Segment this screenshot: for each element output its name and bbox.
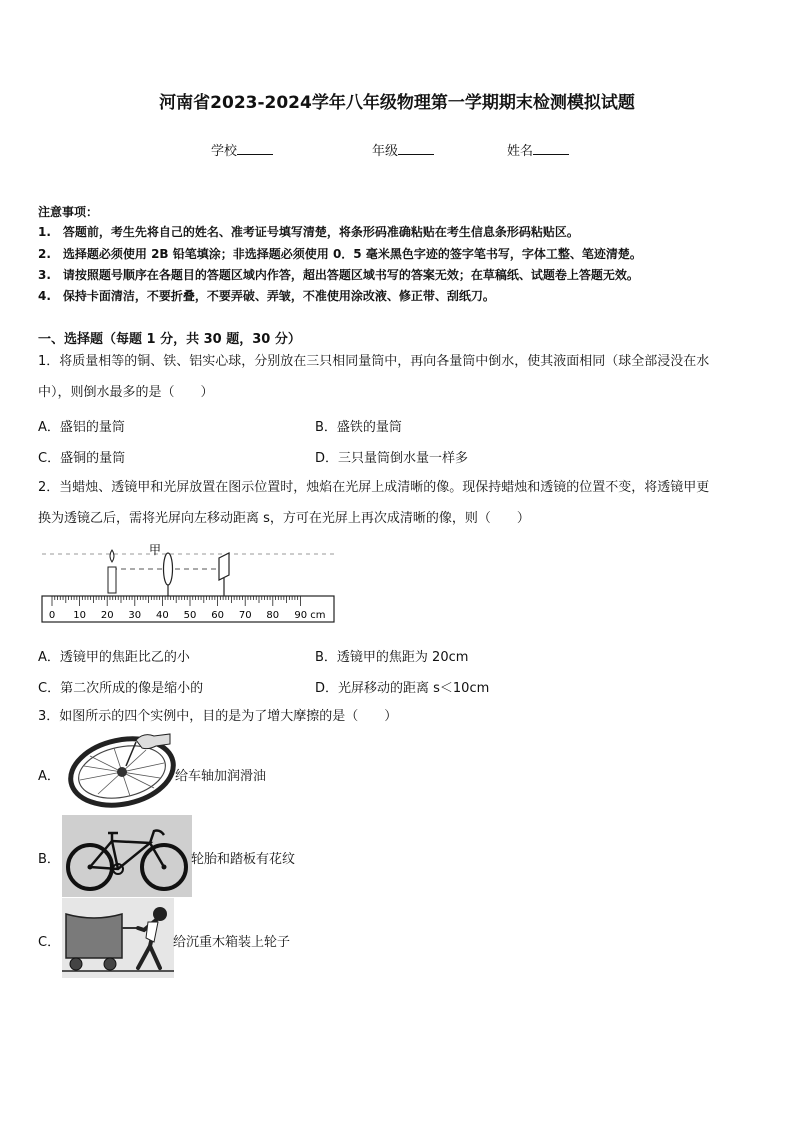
- school-label: 学校: [211, 144, 238, 159]
- q2-option-d[interactable]: D．光屏移动的距离 s＜10cm: [315, 681, 490, 696]
- q2-stem-line2: 换为透镜乙后，需将光屏向左移动距离 s，方可在光屏上再次成清晰的像，则（ ）: [38, 511, 530, 526]
- q1-stem-line2: 中），则倒水最多的是（ ）: [38, 385, 214, 400]
- candle-icon: [108, 550, 116, 593]
- q3-option-a-letter[interactable]: A．: [38, 769, 60, 784]
- name-label: 姓名: [507, 144, 534, 159]
- q3-option-c-caption: 给沉重木箱装上轮子: [173, 935, 291, 950]
- q3-option-b-caption: 轮胎和踏板有花纹: [191, 852, 296, 867]
- screen-icon: [219, 553, 229, 596]
- ruler-tick-label: 20: [100, 610, 114, 621]
- grade-label: 年级: [372, 144, 399, 159]
- notes-heading: 注意事项：: [38, 205, 99, 219]
- q1-option-b[interactable]: B．盛铁的量筒: [315, 420, 402, 435]
- note-item: 4. 保持卡面清洁，不要折叠，不要弄破、弄皱，不准使用涂改液、修正带、刮纸刀。: [38, 289, 495, 303]
- q2-option-b[interactable]: B．透镜甲的焦距为 20cm: [315, 650, 469, 665]
- ruler-tick-label: 60: [211, 610, 224, 621]
- grade-blank: [398, 143, 434, 155]
- ruler-tick-label: 70: [238, 610, 252, 621]
- ruler-tick-label: 90 cm: [294, 610, 326, 621]
- q3-option-a-caption: 给车轴加润滑油: [175, 769, 267, 784]
- lens-icon: [164, 553, 173, 596]
- q1-option-a[interactable]: A．盛铝的量筒: [38, 420, 125, 435]
- ruler-tick-label: 40: [156, 610, 169, 621]
- wooden-box-wheels-image[interactable]: [62, 898, 174, 978]
- grade-field: [372, 140, 434, 159]
- note-item: 3. 请按照题号顺序在各题目的答题区域内作答，超出答题区域书写的答案无效；在草稿纸、试题卷上答题无效。: [38, 268, 639, 282]
- section-heading: 一、选择题（每题 1 分，共 30 题，30 分）: [38, 332, 301, 347]
- optical-bench-figure: [38, 540, 338, 628]
- school-field: [211, 140, 273, 159]
- q2-option-c[interactable]: C．第二次所成的像是缩小的: [38, 681, 204, 696]
- note-item: 2. 选择题必须使用 2B 铅笔填涂；非选择题必须使用 0．5 毫米黑色字迹的签字笔书写，字体工整、笔迹清楚。: [38, 247, 642, 261]
- q2-stem-line1: 2．当蜡烛、透镜甲和光屏放置在图示位置时，烛焰在光屏上成清晰的像。现保持蜡烛和透镜的位置不变，将透镜甲更: [38, 480, 710, 495]
- ruler-tick-label: 50: [183, 610, 197, 621]
- q1-stem-line1: 1．将质量相等的铜、铁、铝实心球，分别放在三只相同量筒中，再向各量筒中倒水，使其液面相同（球全部浸没在水: [38, 354, 710, 369]
- bicycle-image[interactable]: [62, 815, 192, 897]
- name-blank: [533, 143, 569, 155]
- ruler-tick-label: 10: [73, 610, 86, 621]
- note-item: 1. 答题前，考生先将自己的姓名、准考证号填写清楚，将条形码准确粘贴在考生信息条形码粘贴区。: [38, 225, 579, 239]
- name-field: [507, 140, 569, 159]
- lens-label: 甲: [149, 543, 162, 557]
- ruler-tick-label: 80: [266, 610, 280, 621]
- q2-option-a[interactable]: A．透镜甲的焦距比乙的小: [38, 650, 190, 665]
- school-blank: [237, 143, 273, 155]
- page-title: 河南省2023-2024学年八年级物理第一学期期末检测模拟试题: [159, 93, 635, 113]
- q1-option-c[interactable]: C．盛铜的量筒: [38, 451, 126, 466]
- q1-option-d[interactable]: D．三只量筒倒水量一样多: [315, 451, 469, 466]
- q3-option-c-letter[interactable]: C．: [38, 935, 61, 950]
- ruler: [42, 596, 334, 622]
- q3-option-b-letter[interactable]: B．: [38, 852, 60, 867]
- wheel-lubrication-image[interactable]: [62, 730, 176, 810]
- q3-stem: 3．如图所示的四个实例中，目的是为了增大摩擦的是（ ）: [38, 709, 398, 724]
- ruler-tick-label: 0: [48, 610, 56, 621]
- ruler-tick-label: 30: [128, 610, 142, 621]
